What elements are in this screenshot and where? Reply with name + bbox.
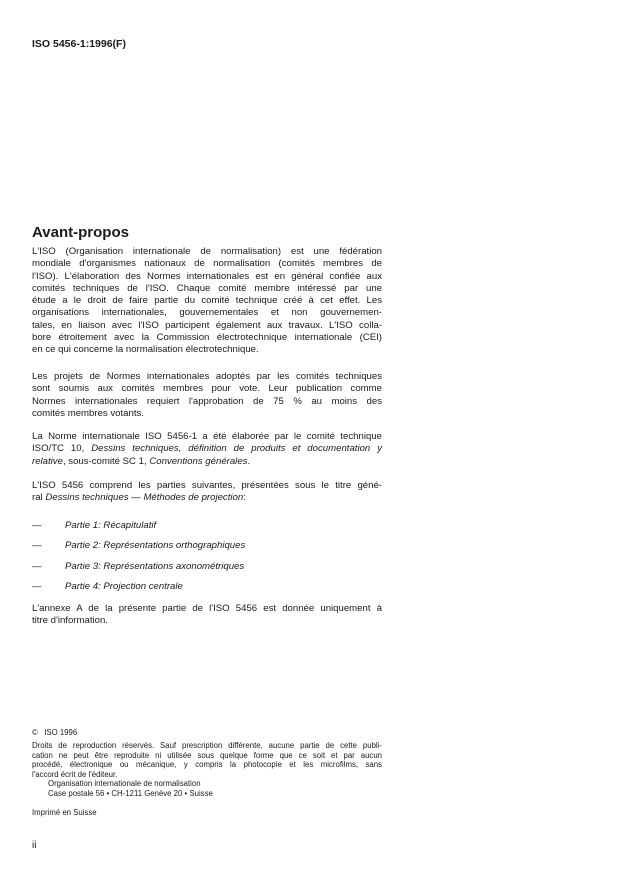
text-line <box>32 332 382 344</box>
publisher-address <box>48 779 398 798</box>
text-segment: , sous-comité SC 1, <box>62 455 150 467</box>
text-line <box>32 295 382 307</box>
text-segment: tales, en liaison avec l'ISO participent également aux travaux. L'ISO colla- <box>32 319 382 331</box>
text-segment: L'annexe A de la présente partie de l'ISO 5456 est donnée uniquement à <box>32 603 382 614</box>
text-segment: organisations internationales, gouvernementales et non gouvernemen- <box>32 307 382 319</box>
list-item <box>32 520 156 531</box>
list-dash: — <box>32 561 42 572</box>
part-label: Partie 4: Projection centrale <box>65 581 183 592</box>
text-segment: l'ISO). L'élaboration des Normes internationales est en général confiée aux <box>32 270 382 282</box>
text-segment: Les projets de Normes internationales adoptés par les comités techniques <box>32 371 382 382</box>
list-dash: — <box>32 520 42 531</box>
text-segment: ISO/TC 10, <box>32 443 92 455</box>
text-segment: ral <box>32 492 46 504</box>
text-line <box>32 480 382 492</box>
rights-line: cation ne peut être reproduite ni utilisée sous quelque forme que ce soit et par aucun <box>32 750 382 760</box>
list-item <box>32 540 245 551</box>
rights-line: Droits de reproduction réservés. Sauf prescription différente, aucune partie de cette publi- <box>32 741 382 750</box>
paragraph-voting <box>32 371 382 420</box>
text-segment: bore étroitement avec la Commission électrotechnique internationale (CEI) <box>32 332 382 344</box>
paragraph-parts-intro <box>32 480 382 505</box>
org-address: Case postale 56 • CH-1211 Genève 20 • Suisse <box>48 788 213 798</box>
text-line <box>32 258 382 270</box>
rights-line: l'accord écrit de l'éditeur. <box>32 770 118 780</box>
paragraph-committee <box>32 431 382 468</box>
text-segment: en ce qui concerne la normalisation électrotechnique. <box>32 344 259 356</box>
italic-text: Dessins techniques — Méthodes de projection <box>45 492 244 504</box>
text-line <box>32 492 382 504</box>
paragraph-annex-note <box>32 603 382 628</box>
page-number: ii <box>32 840 37 851</box>
org-name: Organisation internationale de normalisation <box>48 779 201 788</box>
section-title: Avant-propos <box>32 224 129 241</box>
list-item <box>32 561 244 572</box>
text-segment: L'ISO (Organisation internationale de normalisation) est une fédération <box>32 246 382 257</box>
text-segment: étude a le droit de faire partie du comité technique créé à cet effet. Les <box>32 295 382 307</box>
text-segment: titre d'information. <box>32 615 108 627</box>
list-dash: — <box>32 581 42 592</box>
italic-text: Dessins techniques, définition de produits et documentation y <box>91 443 382 455</box>
text-segment: . <box>247 455 251 467</box>
text-segment: L'ISO 5456 comprend les parties suivantes, présentées sous le titre géné- <box>32 480 382 491</box>
text-line <box>32 603 382 615</box>
paragraph-iso-intro <box>32 246 382 357</box>
text-line <box>32 396 382 408</box>
text-line <box>32 307 382 319</box>
text-line <box>32 408 382 420</box>
italic-text: Conventions générales <box>149 455 248 467</box>
text-segment: sont soumis aux comités membres pour vote. Leur publication comme <box>32 383 382 395</box>
text-line <box>32 271 382 283</box>
list-dash: — <box>32 540 42 551</box>
document-id-header: ISO 5456-1:1996(F) <box>32 38 126 50</box>
text-line <box>32 320 382 332</box>
text-segment: comités techniques de l'ISO. Chaque comité membre intéressé par une <box>32 282 382 294</box>
printed-in: Imprimé en Suisse <box>32 808 97 817</box>
text-line <box>32 246 382 258</box>
text-line <box>32 371 382 383</box>
text-segment: La Norme internationale ISO 5456-1 a été élaborée par le comité technique <box>32 431 382 442</box>
text-segment: : <box>243 492 246 504</box>
rights-line: procédé, électronique ou mécanique, y compris la photocopie et les microfilms, sans <box>32 760 382 770</box>
text-segment: mondiale d'organismes nationaux de normalisation (comités membres de <box>32 258 382 270</box>
list-item <box>32 581 183 592</box>
copyright-notice: © ISO 1996 <box>32 728 78 737</box>
text-line <box>32 344 382 356</box>
rights-statement <box>32 741 382 780</box>
text-segment: Normes internationales requiert l'approbation de 75 % au moins des <box>32 395 382 407</box>
text-line <box>32 431 382 443</box>
text-line <box>32 443 382 455</box>
text-segment: comités membres votants. <box>32 407 144 419</box>
part-label: Partie 2: Représentations orthographiques <box>65 540 246 551</box>
text-line <box>32 283 382 295</box>
part-label: Partie 3: Représentations axonométriques <box>65 561 245 572</box>
text-line <box>32 456 382 468</box>
italic-text: relative <box>32 455 63 467</box>
text-line <box>32 383 382 395</box>
text-line <box>32 615 382 627</box>
part-label: Partie 1: Récapitulatif <box>65 520 157 531</box>
